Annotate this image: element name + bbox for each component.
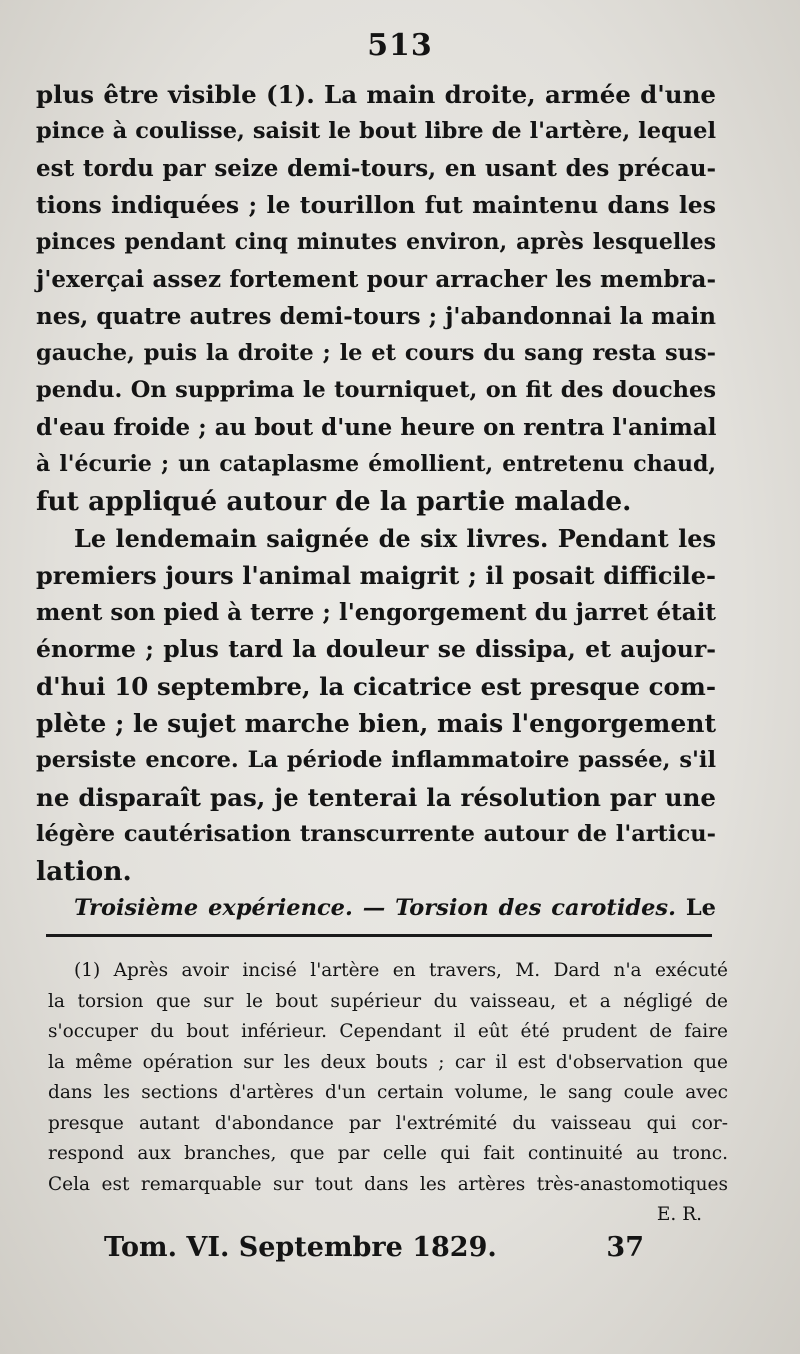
footnote-signature: E. R. bbox=[656, 1204, 702, 1225]
text-line: tions indiquées ; le tourillon fut maintenu dans les bbox=[36, 191, 716, 219]
text-line: nes, quatre autres demi-tours ; j'abandonnai la main bbox=[36, 303, 716, 330]
footnote-line: dans les sections d'artères d'un certain volume, le sang coule avec bbox=[48, 1082, 728, 1103]
body-text bbox=[36, 76, 716, 927]
section-heading-line bbox=[36, 890, 716, 927]
text-line: à l'écurie ; un cataplasme émollient, entretenu chaud, bbox=[36, 451, 716, 477]
text-line: ne disparaît pas, je tenterai la résolution par une bbox=[36, 783, 716, 812]
section-heading: Troisième expérience. — Torsion des carotides. bbox=[74, 895, 676, 921]
footnote-line: s'occuper du bout inférieur. Cependant il eût été prudent de faire bbox=[48, 1021, 728, 1042]
footnote bbox=[48, 956, 728, 1231]
heading-continuation: Le bbox=[685, 895, 716, 921]
text-line: lation. bbox=[36, 856, 132, 887]
text-line: d'eau froide ; au bout d'une heure on rentra l'animal bbox=[36, 414, 717, 441]
text-line: pinces pendant cinq minutes environ, après lesquelles bbox=[36, 229, 716, 255]
text-line: plus être visible (1). La main droite, armée d'une bbox=[36, 80, 716, 109]
text-line: gauche, puis la droite ; le et cours du sang resta sus- bbox=[36, 340, 716, 366]
text-line: fut appliqué autour de la partie malade. bbox=[36, 486, 632, 517]
signature-mark: 37 bbox=[606, 1232, 644, 1263]
footnote-line: Cela est remarquable sur tout dans les artères très-anastomotiques bbox=[48, 1173, 728, 1195]
text-line: Le lendemain saignée de six livres. Pendant les bbox=[74, 524, 716, 553]
text-line: pendu. On supprima le tourniquet, on fit des douches bbox=[36, 377, 716, 403]
footnote-line: respond aux branches, que par celle qui fait continuité au tronc. bbox=[48, 1143, 728, 1164]
footnote-line: presque autant d'abondance par l'extrémité du vaisseau qui cor- bbox=[48, 1112, 728, 1134]
page-number: 513 bbox=[367, 28, 433, 63]
footnote-line: la torsion que sur le bout supérieur du vaisseau, et a négligé de bbox=[48, 990, 728, 1012]
text-line: énorme ; plus tard la douleur se dissipa, et aujour- bbox=[36, 635, 716, 663]
footnote-divider bbox=[46, 934, 712, 937]
text-line: premiers jours l'animal maigrit ; il posait difficile- bbox=[36, 561, 716, 590]
volume-date: Tom. VI. Septembre 1829. bbox=[104, 1232, 497, 1263]
text-line: ment son pied à terre ; l'engorgement du jarret était bbox=[36, 599, 716, 626]
text-line: plète ; le sujet marche bien, mais l'engorgement bbox=[36, 709, 716, 738]
footnote-line: (1) Après avoir incisé l'artère en travers, M. Dard n'a exécuté bbox=[74, 960, 728, 981]
text-line: est tordu par seize demi-tours, en usant des précau- bbox=[36, 155, 716, 182]
page-footer bbox=[104, 1232, 644, 1272]
text-line: d'hui 10 septembre, la cicatrice est presque com- bbox=[36, 672, 716, 701]
footnote-line: la même opération sur les deux bouts ; car il est d'observation que bbox=[48, 1051, 728, 1073]
text-line: persiste encore. La période inflammatoire passée, s'il bbox=[36, 747, 716, 773]
text-line: j'exerçai assez fortement pour arracher les membra- bbox=[36, 266, 716, 293]
text-line: pince à coulisse, saisit le bout libre de l'artère, lequel bbox=[36, 118, 716, 144]
text-line: légère cautérisation transcurrente autour de l'articu- bbox=[36, 821, 716, 847]
